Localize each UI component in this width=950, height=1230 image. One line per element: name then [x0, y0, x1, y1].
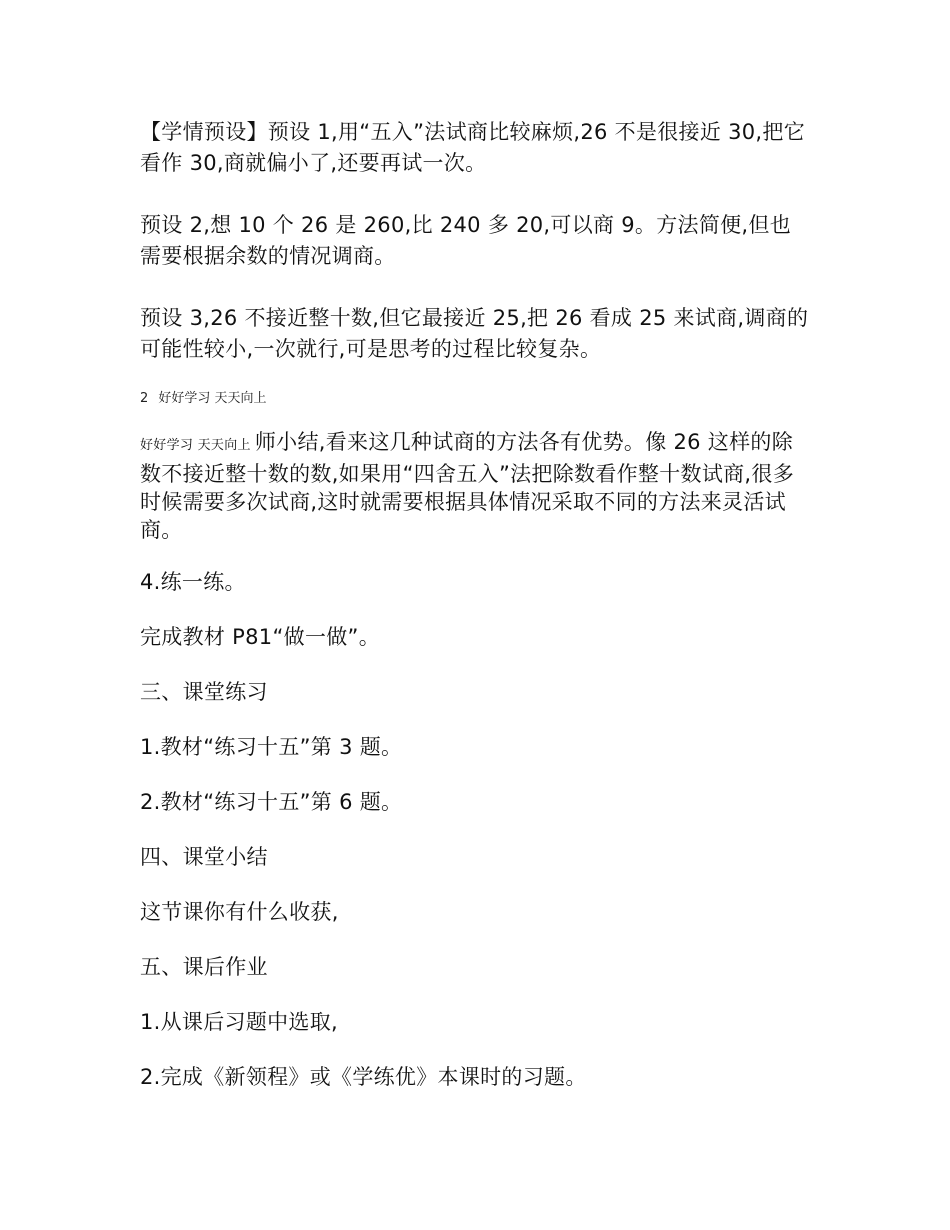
- exercise-item-2: 2.教材“练习十五”第 6 题。: [140, 790, 403, 814]
- exercise-item-1: 1.教材“练习十五”第 3 题。: [140, 735, 403, 759]
- paragraph-preset-1: 【学情预设】预设 1,用“五入”法试商比较麻烦,26 不是很接近 30,把它看作 30,商就偏小了,还要再试一次。: [140, 120, 806, 175]
- homework-item-2: 2.完成《新领程》或《学练优》本课时的习题。: [140, 1065, 587, 1089]
- homework-item-1: 1.从课后习题中选取,: [140, 1010, 339, 1034]
- footer-slogan: 好好学习 天天向上: [158, 391, 267, 406]
- paragraph-textbook-task: 完成教材 P81“做一做”。: [140, 625, 381, 649]
- paragraph-teacher-summary: [140, 428, 812, 544]
- paragraph-reflection: 这节课你有什么收获,: [140, 900, 339, 924]
- paragraph-preset-2: 预设 2,想 10 个 26 是 260,比 240 多 20,可以商 9。方法简便,但也需要根据余数的情况调商。: [140, 213, 792, 268]
- header-slogan: 好好学习 天天向上: [140, 438, 251, 453]
- teacher-summary-text: 师小结,看来这几种试商的方法各有优势。像 26 这样的除数不接近整十数的数,如果用“四舍五入”法把除数看作整十数试商,很多时候需要多次试商,这时就需要根据具体情况采取不同的方法来灵活试商。: [140, 430, 795, 542]
- page-number: 2: [140, 391, 149, 406]
- page-footer: [140, 391, 267, 407]
- heading-practice: 4.练一练。: [140, 570, 246, 594]
- heading-homework: 五、课后作业: [140, 955, 268, 979]
- heading-class-exercise: 三、课堂练习: [140, 680, 268, 704]
- heading-class-summary: 四、课堂小结: [140, 845, 268, 869]
- paragraph-preset-3: 预设 3,26 不接近整十数,但它最接近 25,把 26 看成 25 来试商,调商的可能性较小,一次就行,可是思考的过程比较复杂。: [140, 306, 809, 361]
